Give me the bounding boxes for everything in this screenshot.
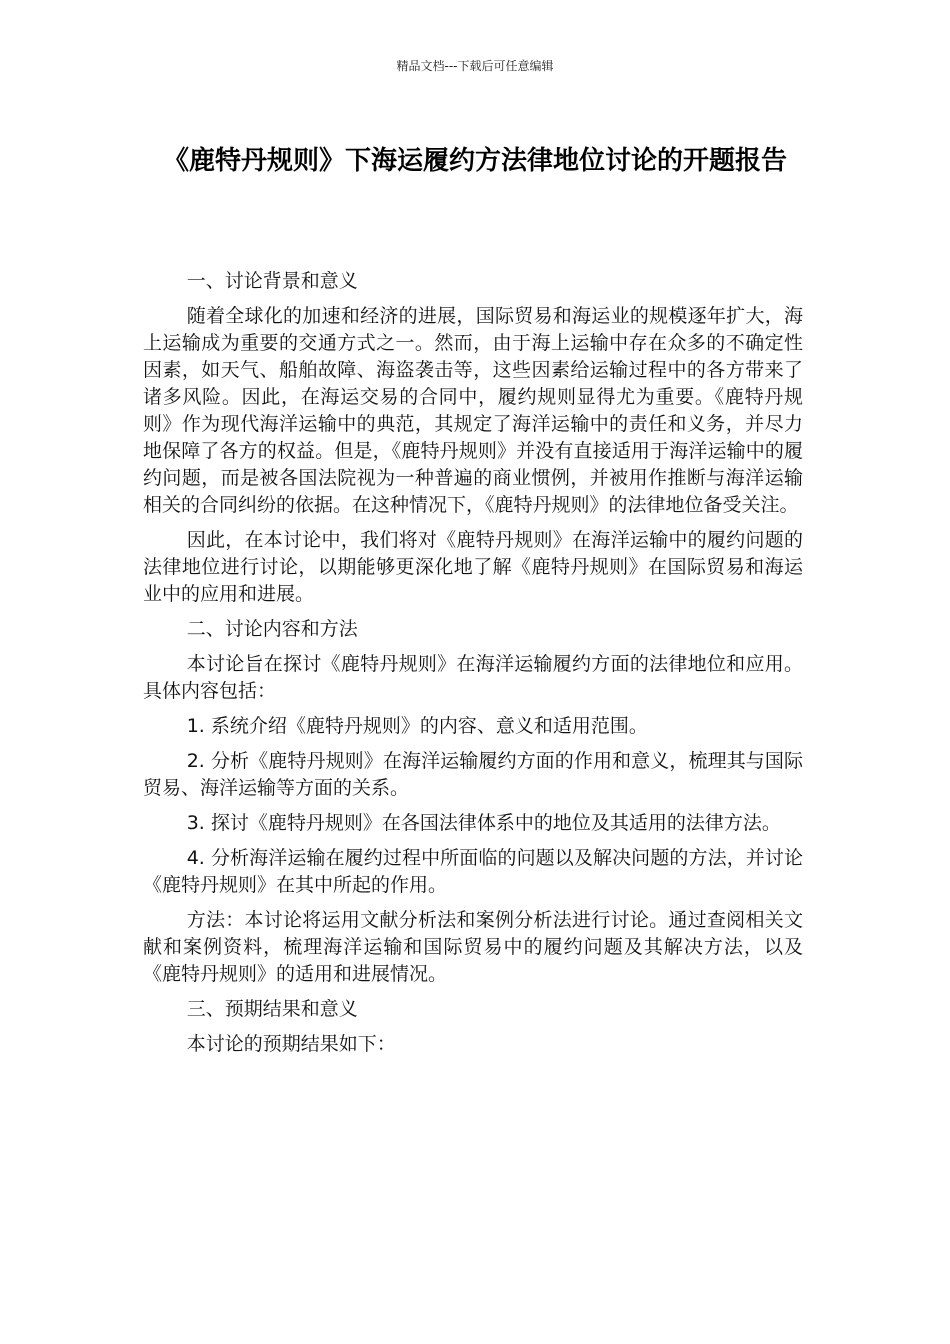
page-header: 精品文档---下载后可任意编辑 [396, 59, 554, 73]
list-item-4: 4. 分析海洋运输在履约过程中所面临的问题以及解决问题的方法，并讨论《鹿特丹规则》在其中所起的作用。 [143, 847, 803, 896]
section-heading-expected-results: 三、预期结果和意义 [186, 998, 358, 1020]
paragraph-background: 随着全球化的加速和经济的进展，国际贸易和海运业的规模逐年扩大，海上运输成为重要的交通方式之一。然而，由于海上运输中存在众多的不确定性因素，如天气、船舶故障、海盗袭击等，这些因素给运输过程中的各方带来了诸多风险。因此，在海运交易的合同中，履约规则显得尤为重要。《鹿特丹规则》作为现代海洋运输中的典范，其规定了海洋运输中的责任和义务，并尽力地保障了各方的权益。但是，《鹿特丹规则》并没有直接适用于海洋运输中的履约问题，而是被各国法院视为一种普遍的商业惯例，并被用作推断与海洋运输相关的合同纠纷的依据。在这种情况下，《鹿特丹规则》的法律地位备受关注。 [143, 305, 803, 516]
section-heading-content-methods: 二、讨论内容和方法 [186, 618, 358, 640]
list-item-2: 2. 分析《鹿特丹规则》在海洋运输履约方面的作用和意义，梳理其与国际贸易、海洋运输等方面的关系。 [143, 750, 803, 799]
paragraph-content-intro: 本讨论旨在探讨《鹿特丹规则》在海洋运输履约方面的法律地位和应用。具体内容包括： [143, 653, 803, 702]
document-title: 《鹿特丹规则》下海运履约方法律地位讨论的开题报告 [162, 146, 787, 176]
list-item-1: 1. 系统介绍《鹿特丹规则》的内容、意义和适用范围。 [186, 715, 648, 737]
section-heading-background: 一、讨论背景和意义 [186, 270, 358, 292]
paragraph-methods: 方法：本讨论将运用文献分析法和案例分析法进行讨论。通过查阅相关文献和案例资料，梳理海洋运输和国际贸易中的履约问题及其解决方法，以及《鹿特丹规则》的适用和进展情况。 [143, 909, 803, 985]
paragraph-expected-results: 本讨论的预期结果如下： [186, 1033, 396, 1055]
paragraph-purpose: 因此，在本讨论中，我们将对《鹿特丹规则》在海洋运输中的履约问题的法律地位进行讨论，以期能够更深化地了解《鹿特丹规则》在国际贸易和海运业中的应用和进展。 [143, 529, 803, 605]
list-item-3: 3. 探讨《鹿特丹规则》在各国法律体系中的地位及其适用的法律方法。 [186, 812, 781, 834]
document-body [143, 268, 803, 1066]
